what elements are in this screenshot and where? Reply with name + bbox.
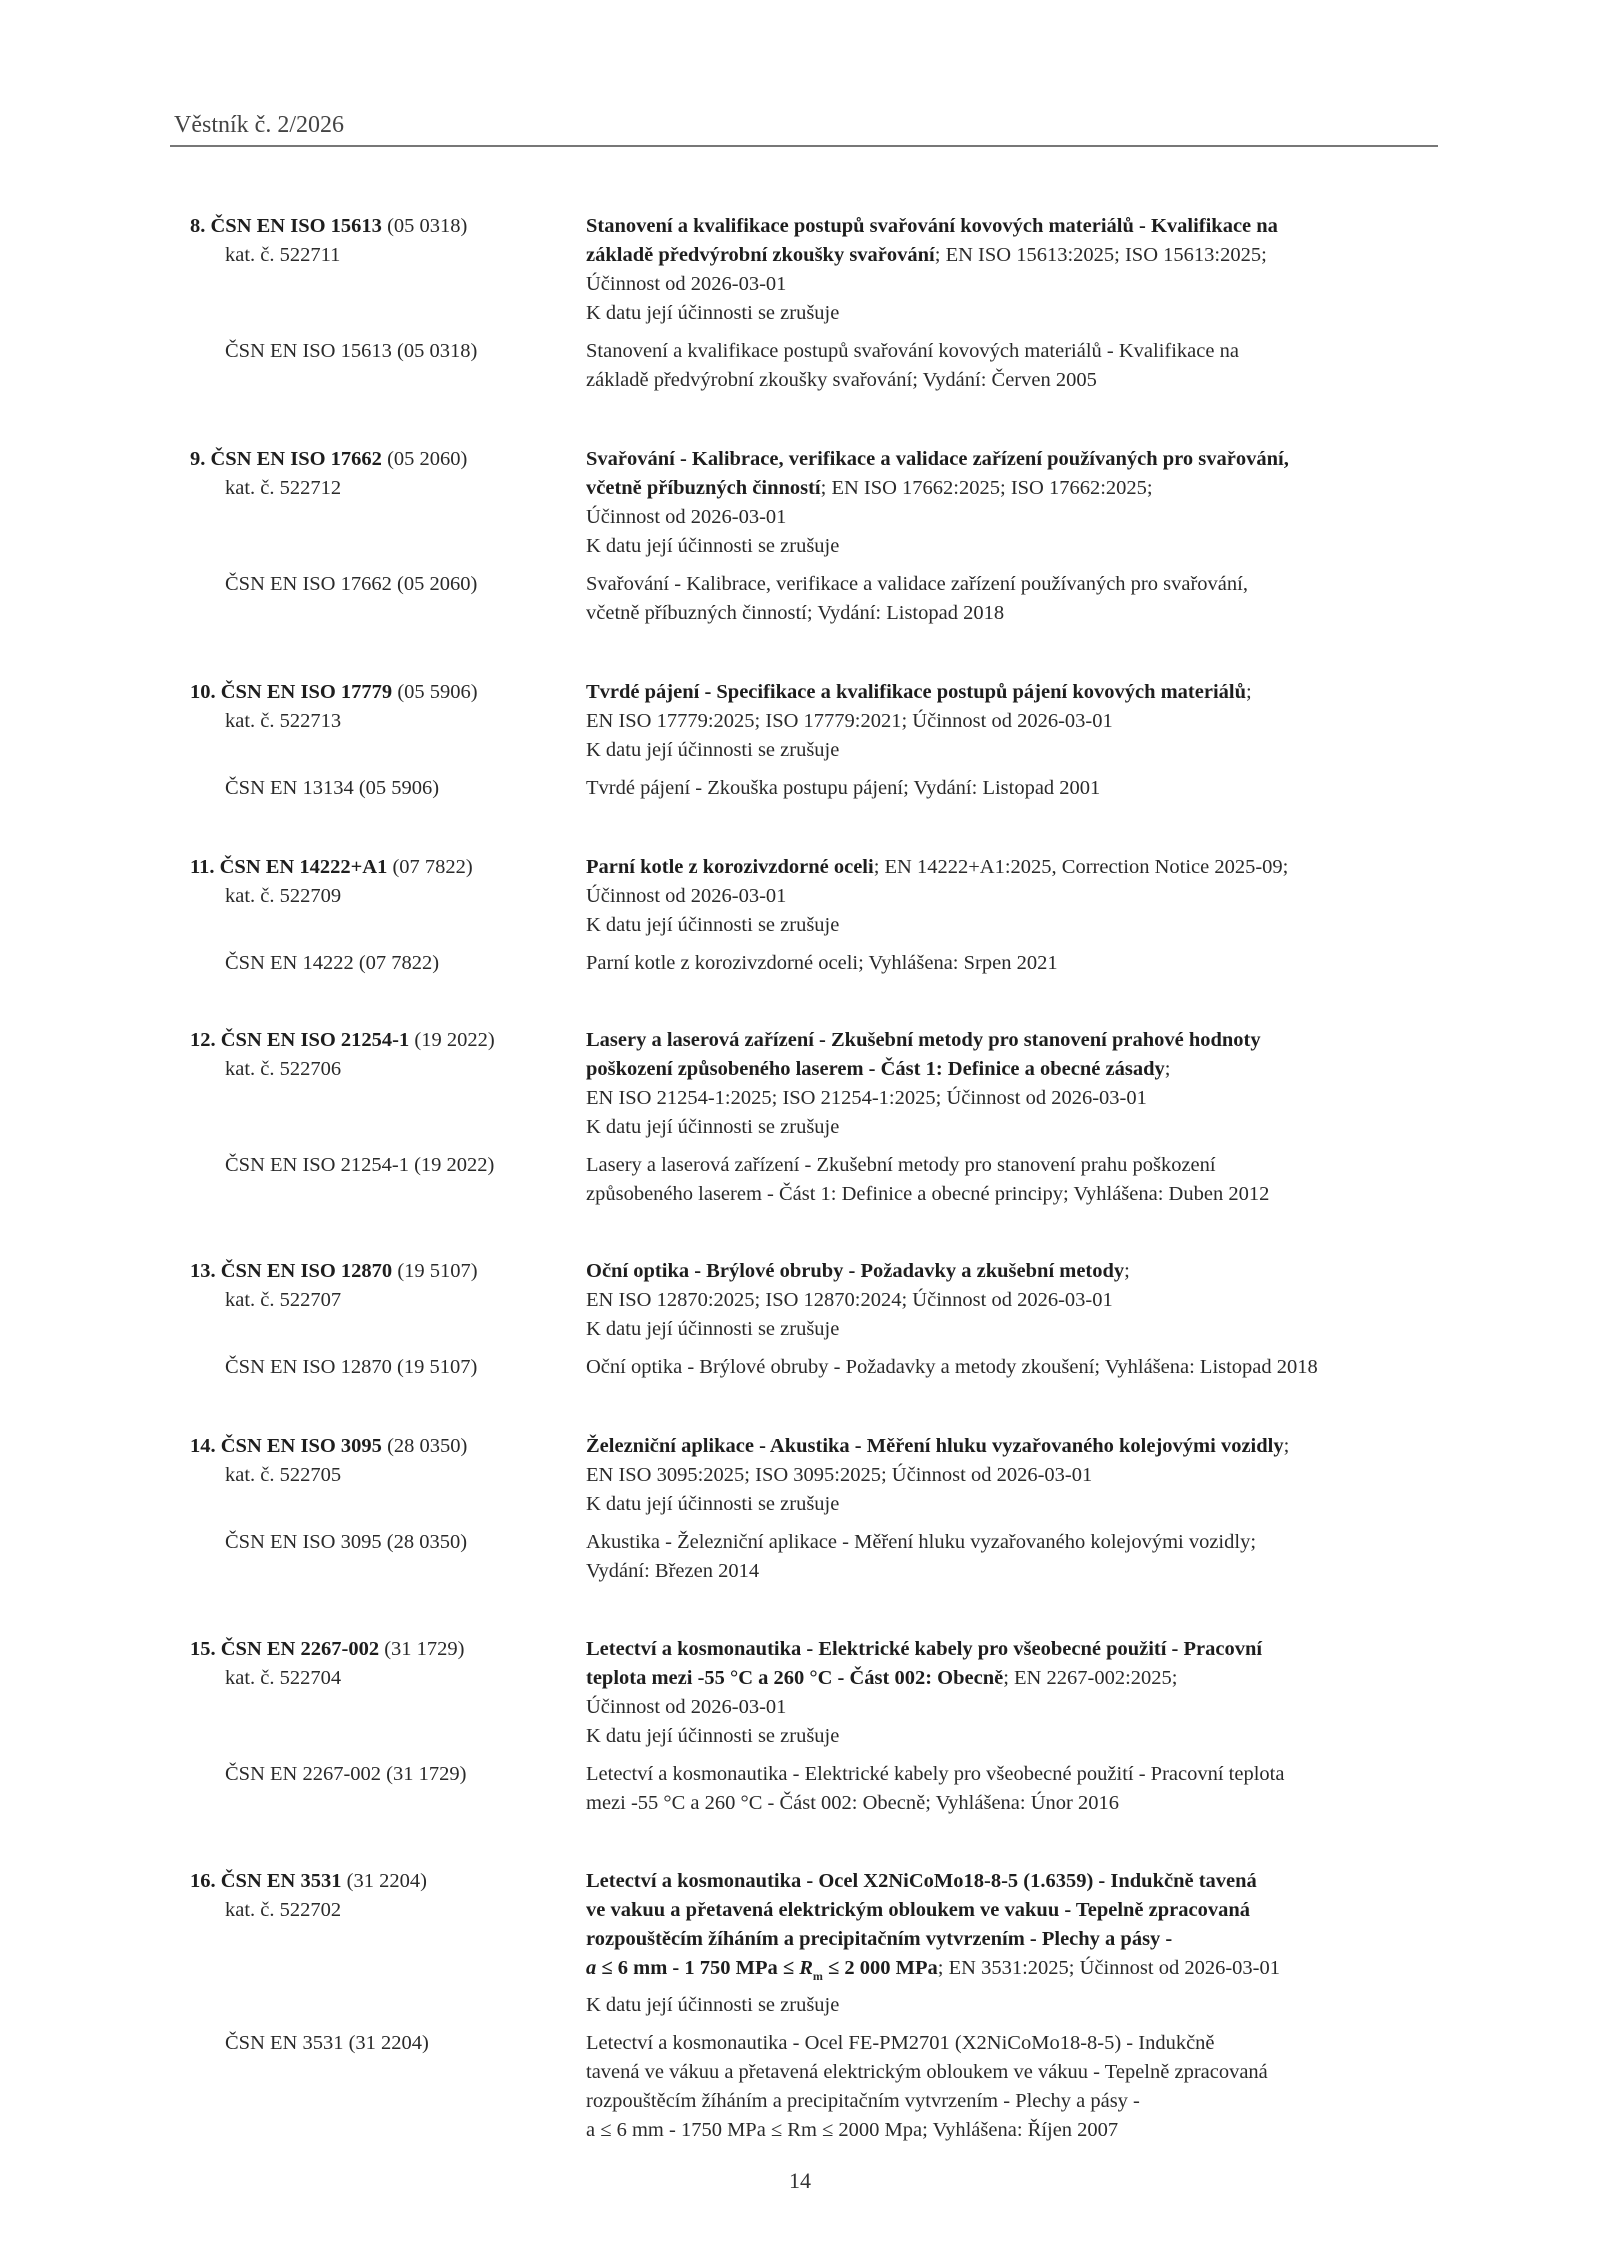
title-text: Oční optika - Brýlové obruby - Požadavky a zkušební metody	[586, 1260, 1125, 1282]
title-text: ve vakuu a přetavená elektrickým obloukem ve vakuu - Tepelně zpracovaná	[586, 1899, 1250, 1921]
header-rule	[170, 145, 1438, 147]
detail-text: ;	[1124, 1260, 1130, 1282]
detail-text: ;	[1164, 1058, 1171, 1080]
new-standard	[190, 853, 1440, 940]
catalog-number: kat. č. 522713	[225, 710, 342, 732]
title-text: Tvrdé pájení - Specifikace a kvalifikace postupů pájení kovových materiálů	[586, 681, 1247, 703]
detail-text: K datu její účinnosti se zrušuje	[586, 1318, 840, 1340]
catalog-number: kat. č. 522711	[225, 244, 341, 266]
detail-text: ; EN 3531:2025; Účinnost od 2026-03-01	[937, 1957, 1281, 1979]
description-line	[586, 299, 1278, 328]
new-standard	[190, 212, 1440, 328]
replaced-standard	[190, 1760, 1440, 1818]
title-text: Letectví a kosmonautika - Elektrické kabely pro všeobecné použití - Pracovní	[586, 1638, 1263, 1660]
description-line	[586, 911, 1288, 940]
catalog-number: kat. č. 522709	[225, 885, 342, 907]
standard-code: ČSN EN 14222+A1	[219, 856, 388, 878]
detail-text: EN ISO 17779:2025; ISO 17779:2021; Účinnost od 2026-03-01	[586, 710, 1113, 732]
description-line	[586, 474, 1289, 503]
entry-number: 8.	[190, 215, 206, 237]
description-line	[586, 1867, 1280, 1896]
title-text: základě předvýrobní zkoušky svařování	[586, 244, 935, 266]
description-line	[586, 1635, 1262, 1664]
detail-text: ;	[1283, 1435, 1290, 1457]
description-line	[586, 241, 1278, 270]
title-text: Stanovení a kvalifikace postupů svařování kovových materiálů - Kvalifikace na	[586, 215, 1278, 237]
entry-number: 13.	[190, 1260, 216, 1282]
standard-code: ČSN EN ISO 12870	[220, 1260, 393, 1282]
new-standard	[190, 678, 1440, 765]
new-standard	[190, 1257, 1440, 1344]
detail-text: K datu její účinnosti se zrušuje	[586, 1994, 840, 2016]
standard-code: ČSN EN ISO 17779	[220, 681, 393, 703]
new-standard	[190, 1026, 1440, 1142]
standard-code: ČSN EN ISO 3095	[220, 1435, 382, 1457]
classification-code: (05 5906)	[397, 681, 478, 703]
detail-text: EN ISO 12870:2025; ISO 12870:2024; Účinnost od 2026-03-01	[586, 1289, 1113, 1311]
description-line	[586, 1315, 1130, 1344]
description-line	[586, 736, 1252, 765]
replaced-standard-code: ČSN EN ISO 12870 (19 5107)	[225, 1356, 478, 1378]
description-line	[586, 1954, 1280, 1991]
replaced-standard-code: ČSN EN ISO 17662 (05 2060)	[225, 573, 478, 595]
detail-text: ; EN 14222+A1:2025, Correction Notice 2025-09;	[873, 856, 1289, 878]
standard-entry	[190, 1257, 1440, 1382]
replaced-standard-code: ČSN EN 14222 (07 7822)	[225, 952, 440, 974]
title-text: poškození způsobeného laserem - Část 1: Definice a obecné zásady	[586, 1058, 1165, 1080]
replaced-standard	[190, 1353, 1440, 1382]
detail-text: EN ISO 3095:2025; ISO 3095:2025; Účinnost od 2026-03-01	[586, 1464, 1093, 1486]
replaced-description-line: Letectví a kosmonautika - Elektrické kabely pro všeobecné použití - Pracovní teplota	[586, 1763, 1285, 1785]
replaced-description-line: mezi -55 °C a 260 °C - Část 002: Obecně; Vyhlášena: Únor 2016	[586, 1792, 1119, 1814]
description-line	[586, 1693, 1262, 1722]
standard-entry	[190, 445, 1440, 628]
replaced-standard	[190, 949, 1440, 978]
catalog-number: kat. č. 522702	[225, 1899, 342, 1921]
description-line	[586, 445, 1289, 474]
description-line	[586, 1257, 1130, 1286]
description-line	[586, 1461, 1289, 1490]
standard-code: ČSN EN 3531	[220, 1870, 342, 1892]
title-text: Železniční aplikace - Akustika - Měření hluku vyzařovaného kolejovými vozidly	[586, 1435, 1284, 1457]
detail-text: K datu její účinnosti se zrušuje	[586, 1493, 840, 1515]
description-line	[586, 532, 1289, 561]
replaced-standard-code: ČSN EN ISO 3095 (28 0350)	[225, 1531, 468, 1553]
replaced-description-line: základě předvýrobní zkoušky svařování; Vydání: Červen 2005	[586, 369, 1097, 391]
title-text: teplota mezi -55 °C a 260 °C - Část 002: Obecně	[586, 1667, 1004, 1689]
replaced-description-line: Parní kotle z korozivzdorné oceli; Vyhlášena: Srpen 2021	[586, 952, 1058, 974]
detail-text: K datu její účinnosti se zrušuje	[586, 914, 840, 936]
classification-code: (19 2022)	[414, 1029, 495, 1051]
replaced-description-line: Tvrdé pájení - Zkouška postupu pájení; Vydání: Listopad 2001	[586, 777, 1101, 799]
description-line	[586, 882, 1288, 911]
detail-text: EN ISO 21254-1:2025; ISO 21254-1:2025; Účinnost od 2026-03-01	[586, 1087, 1147, 1109]
title-text: rozpouštěcím žíháním a precipitačním vytvrzením - Plechy a pásy -	[586, 1928, 1173, 1950]
classification-code: (28 0350)	[387, 1435, 468, 1457]
new-standard	[190, 1635, 1440, 1751]
entry-number: 15.	[190, 1638, 216, 1660]
standard-entry	[190, 1026, 1440, 1209]
replaced-description-line: Akustika - Železniční aplikace - Měření hluku vyzařovaného kolejovými vozidly;	[586, 1531, 1257, 1553]
description-line	[586, 1286, 1130, 1315]
description-line	[586, 1991, 1280, 2020]
catalog-number: kat. č. 522704	[225, 1667, 342, 1689]
page-number: 14	[789, 2168, 811, 2193]
bulletin-title: Věstník č. 2/2026	[174, 112, 344, 138]
catalog-number: kat. č. 522705	[225, 1464, 342, 1486]
detail-text: K datu její účinnosti se zrušuje	[586, 1116, 840, 1138]
symbol-text: R	[799, 1957, 813, 1979]
description-line	[586, 1084, 1261, 1113]
description-line	[586, 1490, 1289, 1519]
description-line	[586, 1432, 1289, 1461]
replaced-standard	[190, 774, 1440, 803]
detail-text: Účinnost od 2026-03-01	[586, 885, 787, 907]
standard-entry	[190, 678, 1440, 803]
description-line	[586, 707, 1252, 736]
replaced-standard-code: ČSN EN ISO 15613 (05 0318)	[225, 340, 478, 362]
title-text: Svařování - Kalibrace, verifikace a validace zařízení používaných pro svařování,	[586, 448, 1289, 470]
standard-code: ČSN EN ISO 21254-1	[220, 1029, 410, 1051]
description-line	[586, 1055, 1261, 1084]
classification-code: (05 0318)	[387, 215, 468, 237]
title-text: ≤ 6 mm - 1 750 MPa ≤	[596, 1957, 800, 1979]
standard-code: ČSN EN 2267-002	[220, 1638, 380, 1660]
standard-entry	[190, 212, 1440, 395]
detail-text: ;	[1246, 681, 1252, 703]
replaced-description-line: Svařování - Kalibrace, verifikace a validace zařízení používaných pro svařování,	[586, 573, 1248, 595]
replaced-standard	[190, 1151, 1440, 1209]
entry-number: 11.	[190, 856, 215, 878]
replaced-standard-code: ČSN EN 2267-002 (31 1729)	[225, 1763, 467, 1785]
detail-text: K datu její účinnosti se zrušuje	[586, 739, 840, 761]
classification-code: (07 7822)	[392, 856, 473, 878]
standard-entry	[190, 853, 1440, 978]
description-line	[586, 1896, 1280, 1925]
detail-text: ; EN ISO 17662:2025; ISO 17662:2025;	[820, 477, 1153, 499]
description-line	[586, 853, 1288, 882]
description-line	[586, 503, 1289, 532]
replaced-standard	[190, 570, 1440, 628]
catalog-number: kat. č. 522706	[225, 1058, 342, 1080]
subscript-text: m	[812, 1969, 823, 1983]
standard-entry	[190, 1432, 1440, 1586]
detail-text: K datu její účinnosti se zrušuje	[586, 1725, 840, 1747]
replaced-description-line: Letectví a kosmonautika - Ocel FE-PM2701 (X2NiCoMo18-8-5) - Indukčně	[586, 2032, 1215, 2054]
replaced-description-line: rozpouštěcím žíháním a precipitačním vytvrzením - Plechy a pásy -	[586, 2090, 1140, 2112]
symbol-text: a	[586, 1957, 597, 1979]
detail-text: Účinnost od 2026-03-01	[586, 273, 787, 295]
description-line	[586, 270, 1278, 299]
classification-code: (05 2060)	[387, 448, 468, 470]
title-text: Letectví a kosmonautika - Ocel X2NiCoMo18-8-5 (1.6359) - Indukčně tavená	[586, 1870, 1257, 1892]
title-text: ≤ 2 000 MPa	[822, 1957, 938, 1979]
replaced-description-line: Stanovení a kvalifikace postupů svařování kovových materiálů - Kvalifikace na	[586, 340, 1239, 362]
classification-code: (31 1729)	[384, 1638, 465, 1660]
description-line	[586, 1664, 1262, 1693]
replaced-description-line: včetně příbuzných činností; Vydání: Listopad 2018	[586, 602, 1005, 624]
detail-text: K datu její účinnosti se zrušuje	[586, 302, 840, 324]
replaced-standard-code: ČSN EN 3531 (31 2204)	[225, 2032, 429, 2054]
description-line	[586, 1113, 1261, 1142]
new-standard	[190, 445, 1440, 561]
title-text: včetně příbuzných činností	[586, 477, 821, 499]
new-standard	[190, 1867, 1440, 2020]
detail-text: Účinnost od 2026-03-01	[586, 506, 787, 528]
description-line	[586, 1722, 1262, 1751]
replaced-standard	[190, 337, 1440, 395]
replaced-standard-code: ČSN EN ISO 21254-1 (19 2022)	[225, 1154, 495, 1176]
entry-number: 14.	[190, 1435, 216, 1457]
standard-entry	[190, 1867, 1440, 2145]
replaced-standard	[190, 1528, 1440, 1586]
replaced-standard	[190, 2029, 1440, 2145]
replaced-description-line: Lasery a laserová zařízení - Zkušební metody pro stanovení prahu poškození	[586, 1154, 1216, 1176]
title-text: Parní kotle z korozivzdorné oceli	[586, 856, 874, 878]
new-standard	[190, 1432, 1440, 1519]
replaced-description-line: tavená ve vákuu a přetavená elektrickým obloukem ve vákuu - Tepelně zpracovaná	[586, 2061, 1268, 2083]
classification-code: (31 2204)	[346, 1870, 427, 1892]
entry-number: 12.	[190, 1029, 216, 1051]
catalog-number: kat. č. 522712	[225, 477, 342, 499]
detail-text: Účinnost od 2026-03-01	[586, 1696, 787, 1718]
description-line	[586, 678, 1252, 707]
detail-text: ; EN ISO 15613:2025; ISO 15613:2025;	[934, 244, 1267, 266]
replaced-description-line: způsobeného laserem - Část 1: Definice a obecné principy; Vyhlášena: Duben 2012	[586, 1183, 1270, 1205]
detail-text: ; EN 2267-002:2025;	[1003, 1667, 1178, 1689]
catalog-number: kat. č. 522707	[225, 1289, 342, 1311]
standard-entry	[190, 1635, 1440, 1818]
title-text: Lasery a laserová zařízení - Zkušební metody pro stanovení prahové hodnoty	[586, 1029, 1261, 1051]
replaced-description-line: Vydání: Březen 2014	[586, 1560, 760, 1582]
description-line	[586, 1925, 1280, 1954]
entry-number: 10.	[190, 681, 216, 703]
classification-code: (19 5107)	[397, 1260, 478, 1282]
replaced-description-line: a ≤ 6 mm - 1750 MPa ≤ Rm ≤ 2000 Mpa; Vyhlášena: Říjen 2007	[586, 2119, 1119, 2141]
description-line	[586, 1026, 1261, 1055]
entry-number: 16.	[190, 1870, 216, 1892]
standard-code: ČSN EN ISO 15613	[210, 215, 382, 237]
entry-number: 9.	[190, 448, 206, 470]
detail-text: K datu její účinnosti se zrušuje	[586, 535, 840, 557]
replaced-standard-code: ČSN EN 13134 (05 5906)	[225, 777, 440, 799]
replaced-description-line: Oční optika - Brýlové obruby - Požadavky a metody zkoušení; Vyhlášena: Listopad 2018	[586, 1356, 1318, 1378]
standard-code: ČSN EN ISO 17662	[210, 448, 382, 470]
description-line	[586, 212, 1278, 241]
